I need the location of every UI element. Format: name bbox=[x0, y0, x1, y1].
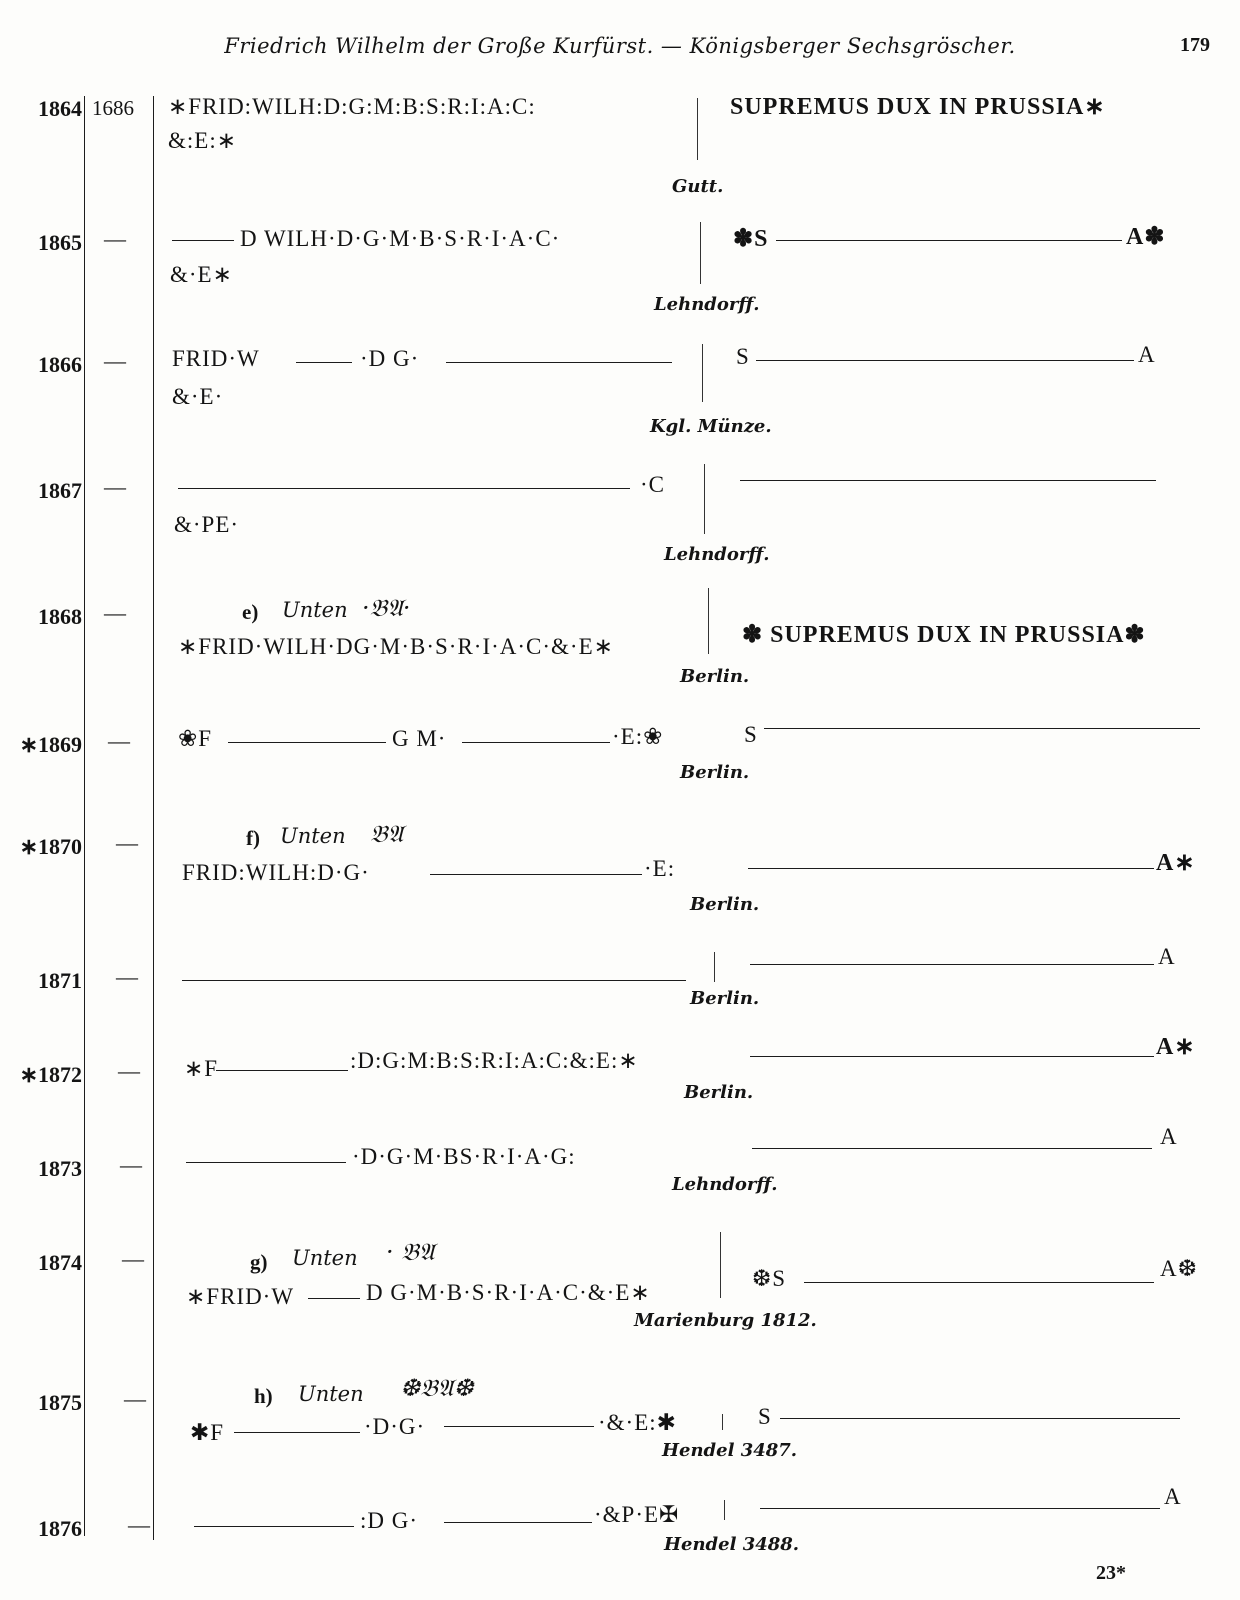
entry-number: 1866 bbox=[38, 352, 82, 377]
entry-year: — bbox=[104, 474, 126, 499]
obverse-legend: &·PE· bbox=[174, 512, 240, 537]
entry-year: — bbox=[104, 600, 126, 625]
entry-number: 1868 bbox=[38, 604, 82, 629]
entry-number: 1864 bbox=[38, 96, 82, 121]
collection: Gutt. bbox=[672, 176, 724, 197]
column-rule-year bbox=[153, 96, 154, 1540]
obverse-legend: ·E: bbox=[644, 856, 676, 881]
legend-rule bbox=[740, 480, 1156, 481]
legend-rule bbox=[228, 742, 386, 743]
entry-number: ∗1870 bbox=[19, 834, 82, 859]
obverse-legend: G M· bbox=[392, 726, 447, 751]
legend-rule bbox=[804, 1282, 1154, 1283]
legend-rule bbox=[216, 1070, 348, 1071]
legend-rule bbox=[308, 1298, 360, 1299]
reverse-end: A∗ bbox=[1156, 850, 1196, 876]
legend-divider bbox=[714, 952, 715, 982]
variant-word: Unten bbox=[282, 598, 348, 622]
obverse-legend: FRID:WILH:D·G· bbox=[182, 860, 370, 885]
reverse-end: A✽ bbox=[1126, 224, 1166, 250]
legend-rule bbox=[462, 742, 610, 743]
reverse-legend: ✽ SUPREMUS DUX IN PRUSSIA✽ bbox=[742, 622, 1146, 648]
obverse-legend: ·C bbox=[640, 472, 665, 497]
obverse-legend: ∗FRID:WILH:D:G:M:B:S:R:I:A:C: bbox=[168, 94, 536, 119]
collection: Hendel 3487. bbox=[662, 1440, 798, 1461]
legend-rule bbox=[752, 1148, 1152, 1149]
entry-year: — bbox=[128, 1512, 150, 1537]
collection: Lehndorff. bbox=[664, 544, 770, 565]
entry-number: ∗1872 bbox=[19, 1062, 82, 1087]
entry-number: 1867 bbox=[38, 478, 82, 503]
variant-word: Unten bbox=[280, 824, 346, 848]
obverse-legend: D WILH·D·G·M·B·S·R·I·A·C· bbox=[240, 226, 561, 251]
legend-rule bbox=[178, 488, 630, 489]
obverse-legend: ✱F bbox=[190, 1420, 225, 1445]
obverse-legend: &:E:∗ bbox=[168, 128, 237, 153]
entry-year: — bbox=[120, 1152, 142, 1177]
obverse-legend: ·E:❀ bbox=[612, 724, 664, 749]
obverse-legend: ∗FRID·WILH·DG·M·B·S·R·I·A·C·&·E∗ bbox=[178, 634, 614, 659]
reverse-end: A❆ bbox=[1160, 1256, 1198, 1281]
legend-divider bbox=[724, 1500, 725, 1520]
reverse-start: ❆S bbox=[752, 1266, 787, 1291]
legend-rule bbox=[764, 728, 1200, 729]
collection: Lehndorff. bbox=[672, 1174, 778, 1195]
collection: Lehndorff. bbox=[654, 294, 760, 315]
reverse-legend: SUPREMUS DUX IN PRUSSIA∗ bbox=[730, 94, 1106, 120]
collection: Hendel 3488. bbox=[664, 1534, 800, 1555]
legend-rule bbox=[756, 360, 1134, 361]
legend-divider bbox=[720, 1232, 721, 1298]
collection: Marienburg 1812. bbox=[634, 1310, 817, 1331]
entry-number: ∗1869 bbox=[19, 732, 82, 757]
entry-number: 1865 bbox=[38, 230, 82, 255]
legend-divider bbox=[697, 98, 698, 160]
mintmaster-monogram: ❆𝔅𝔄❆ bbox=[400, 1374, 474, 1402]
legend-divider bbox=[704, 464, 705, 534]
variant-label: h) bbox=[254, 1384, 273, 1408]
column-rule-number bbox=[84, 96, 85, 1536]
obverse-legend: ·&·E:✱ bbox=[598, 1410, 677, 1435]
legend-rule bbox=[194, 1526, 354, 1527]
reverse-start: S bbox=[744, 722, 758, 747]
obverse-legend: ·D G· bbox=[360, 346, 420, 371]
legend-rule bbox=[430, 874, 642, 875]
legend-rule bbox=[446, 362, 672, 363]
legend-rule bbox=[780, 1418, 1180, 1419]
obverse-legend: FRID·W bbox=[172, 346, 260, 371]
collection: Berlin. bbox=[690, 988, 760, 1009]
mintmaster-monogram: ·𝔅𝔄· bbox=[362, 594, 411, 622]
reverse-end: A bbox=[1160, 1124, 1178, 1149]
variant-label: f) bbox=[246, 826, 260, 850]
reverse-end: A bbox=[1164, 1484, 1182, 1509]
obverse-legend: :D G· bbox=[360, 1508, 419, 1533]
obverse-legend: &·E∗ bbox=[170, 262, 233, 287]
obverse-legend: ·D·G· bbox=[364, 1414, 426, 1439]
reverse-end: A bbox=[1138, 342, 1156, 367]
entry-number: 1871 bbox=[38, 968, 82, 993]
legend-rule bbox=[750, 964, 1154, 965]
entry-number: 1874 bbox=[38, 1250, 82, 1275]
page-number: 179 bbox=[1180, 34, 1210, 56]
legend-divider bbox=[702, 344, 703, 402]
collection: Berlin. bbox=[680, 762, 750, 783]
reverse-end: A∗ bbox=[1156, 1034, 1196, 1060]
entry-number: 1875 bbox=[38, 1390, 82, 1415]
legend-divider bbox=[722, 1414, 723, 1430]
legend-divider bbox=[700, 222, 701, 284]
obverse-legend: ❀F bbox=[178, 726, 213, 751]
variant-label: e) bbox=[242, 600, 259, 624]
running-head: Friedrich Wilhelm der Große Kurfürst. — Königsberger Sechsgröscher. bbox=[224, 34, 1016, 58]
legend-rule bbox=[182, 980, 686, 981]
variant-word: Unten bbox=[292, 1246, 358, 1270]
entry-year: — bbox=[116, 830, 138, 855]
collection: Kgl. Münze. bbox=[650, 416, 772, 437]
legend-rule bbox=[748, 868, 1154, 869]
legend-rule bbox=[172, 240, 234, 241]
entry-year: — bbox=[124, 1386, 146, 1411]
reverse-start: S bbox=[758, 1404, 772, 1429]
obverse-legend: ·D·G·M·BS·R·I·A·G: bbox=[352, 1144, 576, 1169]
obverse-legend: :D:G:M:B:S:R:I:A:C:&:E:∗ bbox=[350, 1048, 639, 1073]
legend-rule bbox=[750, 1056, 1154, 1057]
collection: Berlin. bbox=[684, 1082, 754, 1103]
entry-number: 1873 bbox=[38, 1156, 82, 1181]
legend-rule bbox=[444, 1426, 594, 1427]
entry-year: — bbox=[118, 1058, 140, 1083]
entry-year: — bbox=[104, 348, 126, 373]
mintmaster-monogram: · 𝔅𝔄 bbox=[386, 1238, 435, 1266]
legend-rule bbox=[444, 1522, 592, 1523]
variant-word: Unten bbox=[298, 1382, 364, 1406]
collection: Berlin. bbox=[680, 666, 750, 687]
obverse-legend: ∗F bbox=[184, 1056, 219, 1081]
obverse-legend: ∗FRID·W bbox=[186, 1284, 295, 1309]
reverse-start: S bbox=[736, 344, 750, 369]
legend-rule bbox=[760, 1508, 1160, 1509]
legend-rule bbox=[186, 1162, 346, 1163]
legend-rule bbox=[234, 1432, 360, 1433]
entry-year: — bbox=[116, 964, 138, 989]
signature-mark: 23* bbox=[1096, 1562, 1126, 1584]
obverse-legend: ·&P·E✠ bbox=[594, 1502, 680, 1527]
entry-number: 1876 bbox=[38, 1516, 82, 1541]
legend-divider bbox=[708, 588, 709, 654]
collection: Berlin. bbox=[690, 894, 760, 915]
reverse-start: ✽S bbox=[733, 226, 769, 252]
entry-year: — bbox=[104, 226, 126, 251]
mintmaster-monogram: 𝔅𝔄 bbox=[370, 820, 404, 848]
obverse-legend: D G·M·B·S·R·I·A·C·&·E∗ bbox=[366, 1280, 651, 1305]
variant-label: g) bbox=[250, 1250, 268, 1274]
legend-rule bbox=[776, 240, 1122, 241]
entry-year: — bbox=[108, 728, 130, 753]
legend-rule bbox=[296, 362, 352, 363]
obverse-legend: &·E· bbox=[172, 384, 224, 409]
entry-year: — bbox=[122, 1246, 144, 1271]
reverse-end: A bbox=[1158, 944, 1176, 969]
entry-year: 1686 bbox=[92, 96, 134, 120]
